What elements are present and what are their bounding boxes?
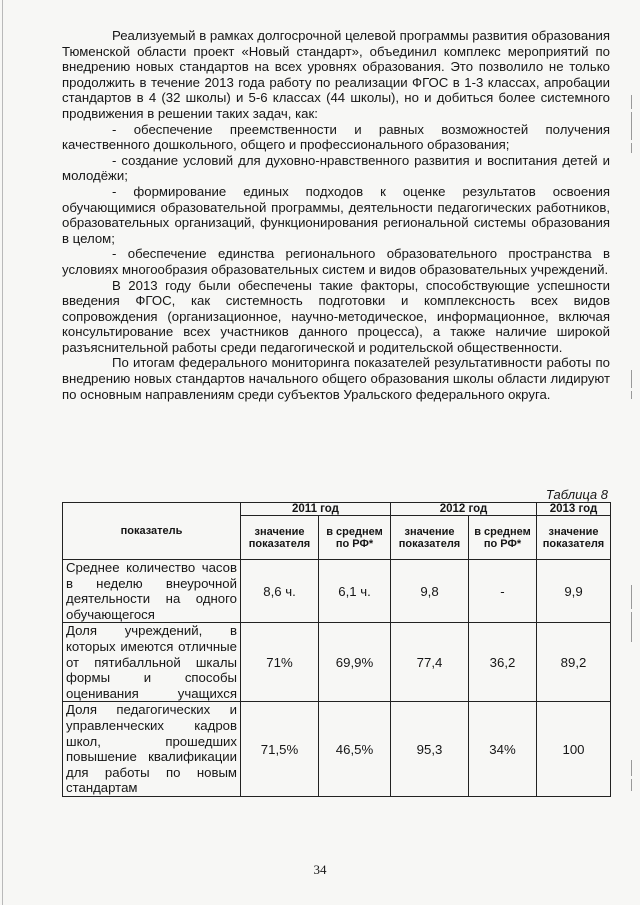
list-item-moral-education: - создание условий для духовно-нравственного развития и воспитания детей и молодёжи; [62,152,610,184]
list-item-unity: - обеспечение единства регионального образовательного пространства в условиях многообразия образовательных систем и видов образовательных учреждений. [62,246,610,277]
row-indicator-name: Среднее количество часов в неделю внеурочной деятельности на одного обучающегося [63,560,241,623]
list-item-assessment: - формирование единых подходов к оценке результатов освоения обучающимися образовательной программы, деятельности педагогических работников, образовательных организаций, функционирования региональной системы образования в целом; [62,183,610,246]
cell-avg-rf-2011: 6,1 ч. [319,560,391,623]
scan-artifact [628,370,636,402]
cell-value-2012: 95,3 [391,702,469,797]
paragraph-monitoring: По итогам федерального мониторинга показателей результативности работы по внедрению новых стандартов начального общего образования школы области лидируют по основным направлениям среди субъектов Уральского федерального округа. [62,355,610,402]
cell-avg-rf-2011: 46,5% [319,702,391,797]
column-header-value-2013: значение показателя [537,516,611,560]
cell-value-2012: 77,4 [391,623,469,702]
cell-value-2012: 9,8 [391,560,469,623]
indicators-table [62,502,611,797]
paragraph-factors: В 2013 году были обеспечены такие факторы, способствующие успешности введения ФГОС, как системность подготовки и комплексность всех видов сопровождения (организационное, научно-методическое, информационное, включая консультирование всех участников данного процесса), а также наличие широкой разъяснительной работы среди педагогической и родительской общественности. [62,277,610,355]
table-row [63,560,611,623]
row-indicator-name: Доля педагогических и управленческих кадров школ, прошедших повышение квалификации для работы по новым стандартам [63,702,241,797]
column-header-indicator: показатель [63,503,241,560]
scan-artifact [628,585,636,645]
cell-avg-rf-2012: 34% [469,702,537,797]
table-header-row-years [63,503,611,516]
column-header-avg-rf-2012: в среднем по РФ* [469,516,537,560]
cell-value-2011: 8,6 ч. [241,560,319,623]
document-body [62,28,610,402]
table-caption: Таблица 8 [545,487,608,502]
column-header-avg-rf-2011: в среднем по РФ* [319,516,391,560]
row-indicator-name: Доля учреждений, в которых имеются отличные от пятибалльной шкалы формы и способы оценивания учащихся [63,623,241,702]
scan-artifact [628,95,636,156]
column-header-2012: 2012 год [391,503,537,516]
cell-avg-rf-2012: - [469,560,537,623]
cell-value-2013: 100 [537,702,611,797]
cell-value-2011: 71,5% [241,702,319,797]
table-row [63,702,611,797]
cell-avg-rf-2012: 36,2 [469,623,537,702]
list-item-continuity: - обеспечение преемственности и равных возможностей получения качественного дошкольного, общего и профессионального образования; [62,121,610,153]
table-row [63,623,611,702]
column-header-2013: 2013 год [537,503,611,516]
column-header-2011: 2011 год [241,503,391,516]
paragraph-intro: Реализуемый в рамках долгосрочной целевой программы развития образования Тюменской области проект «Новый стандарт», объединил комплекс мероприятий по внедрению новых стандартов на всех уровнях образования. Это позволило не только продолжить в течение 2013 года работу по реализации ФГОС в 1-3 классах, апробации стандартов в 4 (32 школы) и 5-6 классах (44 школы), но и добиться более системного продвижения в решении таких задач, как: [62,28,610,121]
column-header-value-2012: значение показателя [391,516,469,560]
cell-value-2011: 71% [241,623,319,702]
column-header-value-2011: значение показателя [241,516,319,560]
cell-avg-rf-2011: 69,9% [319,623,391,702]
scan-edge [2,0,3,905]
cell-value-2013: 9,9 [537,560,611,623]
scan-artifact [628,760,636,794]
cell-value-2013: 89,2 [537,623,611,702]
page-number: 34 [313,862,327,877]
